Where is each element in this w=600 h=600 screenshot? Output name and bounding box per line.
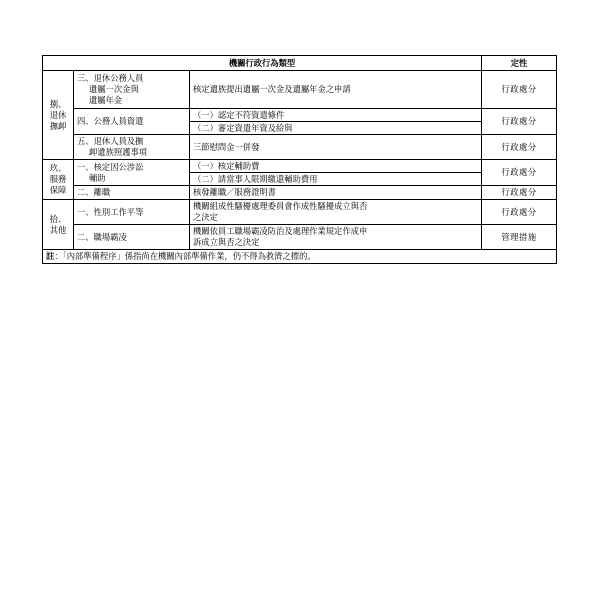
detail-line: （二）審定資遣年資及給與 [190,121,481,134]
detail-cell [190,160,482,186]
table-row [43,160,557,186]
administrative-action-table [42,55,557,264]
table-row [43,71,557,109]
category-service-protection: 玖、 服務 保障 [43,160,74,200]
nature-cell: 行政處分 [482,200,557,225]
table-row [43,135,557,160]
sub-item: 四、公務人員資遣 [74,109,190,135]
table-row [43,225,557,250]
table-row [43,109,557,135]
nature-cell: 行政處分 [482,109,557,135]
nature-cell: 行政處分 [482,160,557,186]
header-type: 機關行政行為類型 [43,56,482,71]
footnote-text: ：「內部準備程序」係指尚在機關內部準備作業，仍不得為救濟之標的。 [54,251,316,261]
sub-item: 二、職場霸凌 [74,225,190,250]
footnote-label: 註 [46,251,55,261]
sub-item: 一、核定因公涉訟 輔助 [74,160,190,186]
detail-line: （一）認定不符資遣條件 [193,110,285,120]
detail-cell: 核發離職／服務證明書 [190,186,482,200]
detail-cell: 機關組成性騷擾處理委員會作成性騷擾成立與否 之決定 [190,200,482,225]
table-row [43,200,557,225]
sub-item: 一、性別工作平等 [74,200,190,225]
sub-item: 二、離職 [74,186,190,200]
nature-cell: 行政處分 [482,135,557,160]
sub-item: 三、退休公務人員 遺屬一次金與 遺屬年金 [74,71,190,109]
detail-line: （二）請當事人限期繳還輔助費用 [190,172,481,185]
detail-cell: 機關依員工職場霸凌防治及處理作業規定作成申 訴成立與否之決定 [190,225,482,250]
detail-line: （一）核定輔助費 [193,161,260,171]
category-retirement: 捌、 退休 撫卹 [43,71,74,160]
detail-cell [190,109,482,135]
category-other: 拾、 其他 [43,200,74,250]
nature-cell: 行政處分 [482,186,557,200]
note-row [43,250,557,264]
footnote [43,250,557,264]
sub-item: 五、退休人員及撫 卹遺族照護事項 [74,135,190,160]
nature-cell: 行政處分 [482,71,557,109]
detail-cell: 三節慰問金一併發 [190,135,482,160]
table-row [43,186,557,200]
header-nature: 定性 [482,56,557,71]
document-page [42,55,556,264]
nature-cell: 管理措施 [482,225,557,250]
detail-cell: 核定遺族提出遺屬一次金及遺屬年金之申請 [190,71,482,109]
header-row [43,56,557,71]
